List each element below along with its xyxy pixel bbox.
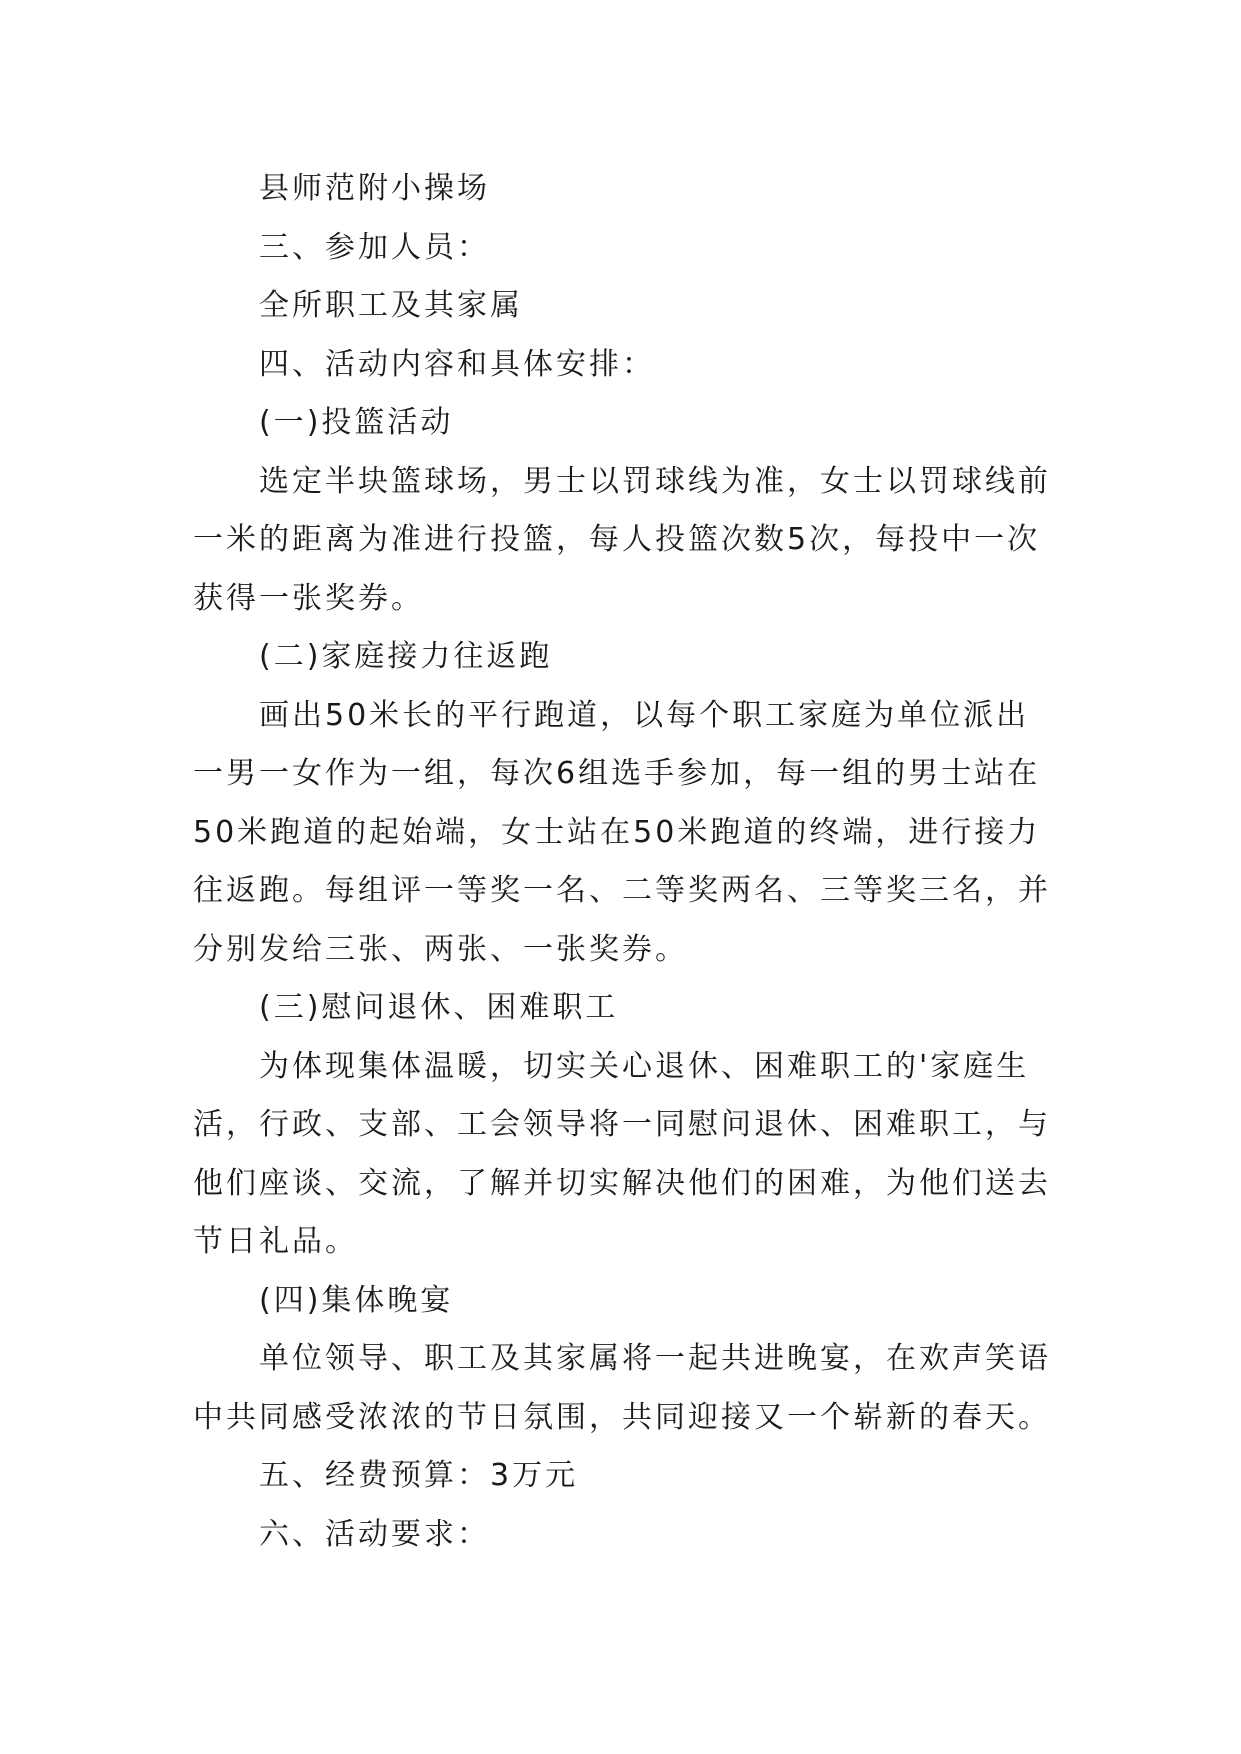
heading-activities: 四、活动内容和具体安排： <box>259 346 655 382</box>
document-body <box>193 160 1053 1564</box>
subheading-basketball: (一)投篮活动 <box>259 405 454 440</box>
subheading-condolence: (三)慰问退休、困难职工 <box>259 990 619 1025</box>
subheading-banquet: (四)集体晚宴 <box>259 1282 454 1318</box>
paragraph-banquet: 单位领导、职工及其家属将一起共进晚宴，在欢声笑语中共同感受浓浓的节日氛围，共同迎接又一个崭新的春天。 <box>193 1341 1051 1435</box>
heading-requirements: 六、活动要求： <box>259 1516 490 1552</box>
heading-participants: 三、参加人员： <box>259 229 490 265</box>
paragraph-basketball: 选定半块篮球场，男士以罚球线为准，女士以罚球线前一米的距离为准进行投篮，每人投篮次数5次，每投中一次获得一张奖券。 <box>193 463 1051 616</box>
subheading-relay: (二)家庭接力往返跑 <box>259 639 553 674</box>
paragraph-participants: 全所职工及其家属 <box>259 288 523 323</box>
paragraph-condolence: 为体现集体温暖，切实关心退休、困难职工的'家庭生活，行政、支部、工会领导将一同慰问退休、困难职工，与他们座谈、交流，了解并切实解决他们的困难，为他们送去节日礼品。 <box>193 1048 1051 1259</box>
paragraph-relay: 画出50米长的平行跑道，以每个职工家庭为单位派出一男一女作为一组，每次6组选手参加，每一组的男士站在50米跑道的起始端，女士站在50米跑道的终端，进行接力往返跑。每组评一等奖一名、二等奖两名、三等奖三名，并分别发给三张、两张、一张奖券。 <box>193 697 1051 967</box>
heading-budget: 五、经费预算：3万元 <box>259 1458 579 1493</box>
paragraph-venue: 县师范附小操场 <box>259 171 490 206</box>
